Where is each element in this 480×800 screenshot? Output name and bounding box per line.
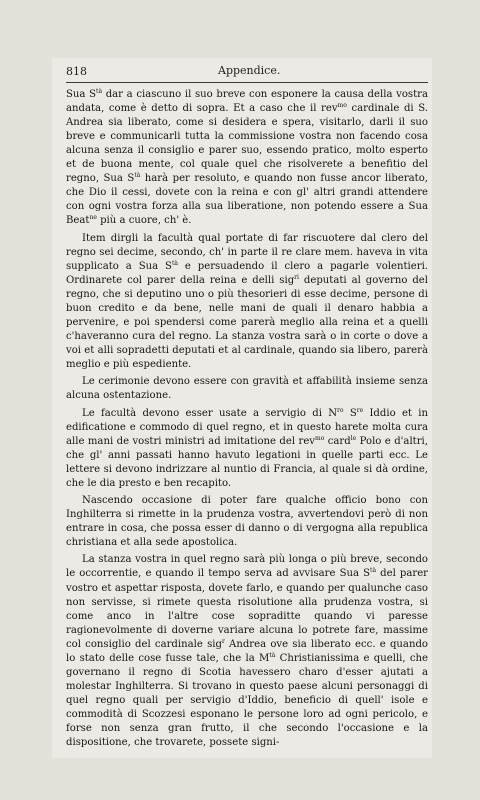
paragraph: Sua $S^{tà}$ dar a ciascuno il suo breve con esponere la causa della vostra andata, come è detto di sopra. Et a caso che il rev$^{mo}$ cardinale di S. Andrea sia liberato, come si desidera e spera, visitarlo, darli il suo breve e communicarli tutta la commissione vostra non facendo cosa alcuna senza il consiglio e parer suo, essendo pratico, molto esperto et de buona mente, col quale quel che risolverete a benefitio del regno, Sua $S^{tà}$ harà per resoluto, e quando non fusse ancor liberato, che Dio il cessi, dovete con la reina e con gl' altri grandi attendere con ogni vostra forza alla sua liberatione, non potendo essere a Sua Beat$^{ne}$ più a cuore, ch' è.	[66, 88, 429, 227]
header-rule	[66, 82, 428, 83]
page-header	[66, 64, 428, 80]
paragraph: La stanza vostra in quel regno sarà più longa o più breve, secondo le occorrentie, e quando il tempo serva ad avvisare Sua $S^{tà}$ del parer vostro et aspettar risposta, dovete farlo, e quando per qualunche caso non servisse, si rimete questa risolutione alla prudenza vostra, si come anco in l'altre cose sopraditte quando vi paresse ragionevolmente di doverne variare alcuna lo potrete fare, massime col consiglio del cardinale sig$^r$ Andrea ove sia liberato ecc. e quando lo stato delle cose fusse tale, che la $M^{tà}$ Christianissima e quelli, che governano il regno di Scotia havessero charo d'esser ajutati a molestar Inghilterra. Si trovano in questo paese alcuni personaggi di quel regno quali per servigio d'Iddio, beneficio di quell' isole e commodità di Scozzesi esponano le persone loro ad ogni pericolo, e forse non senza gran frutto, il che secondo l'occasione e la dispositione, che trovarete, possete signi-	[66, 554, 429, 749]
paragraph: Le facultà devono esser usate a servigio di $N^{ro}$ $S^{re}$ Iddio et in edificatione e commodo di quel regno, et in questo harete molta cura alle mani de vostri ministri ad imitatione del rev$^{mo}$ card$^{le}$ Polo e d'altri, che gl' anni passati hanno havuto legationi in quelle parti ecc. Le lettere si devono indrizzare al nuntio di Francia, al quale si dà ordine, che le dia presto e ben recapito.	[66, 406, 428, 489]
running-head: Appendice.	[218, 64, 281, 77]
paragraph: Le cerimonie devono essere con gravità et affabilità insieme senza alcuna ostentazione.	[66, 376, 428, 402]
body-text	[66, 88, 428, 753]
paragraph: Item dirgli la facultà qual portate di far riscuotere dal clero del regno sei decime, secondo, ch' in parte il re clare mem. haveva in vita supplicato a Sua $S^{tà}$ e persuadendo il clero a pagarle volentieri. Ordinarete col parer della reina e delli sig$^{ri}$ deputati al governo del regno, che si deputino uno o più thesorieri di esse decime, persone di buon credito e da bene, nelle mani de quali il denaro habbia a pervenire, e poi spendersi come parerà meglio alla reina et a quelli c'haveranno cura del regno. La stanza vostra sarà o in corte o dove a voi et alli sopradetti deputati et al cardinale, quando sia libero, parerà meglio e più espediente.	[66, 232, 429, 371]
paragraph: Nascendo occasione di poter fare qualche officio bono con Inghilterra si rimette in la prudenza vostra, avvertendovi però di non entrare in cosa, che possa esser di danno o di vergogna alla republica christiana et alla sede apostolica.	[66, 495, 428, 549]
page-number: 818	[66, 65, 87, 78]
